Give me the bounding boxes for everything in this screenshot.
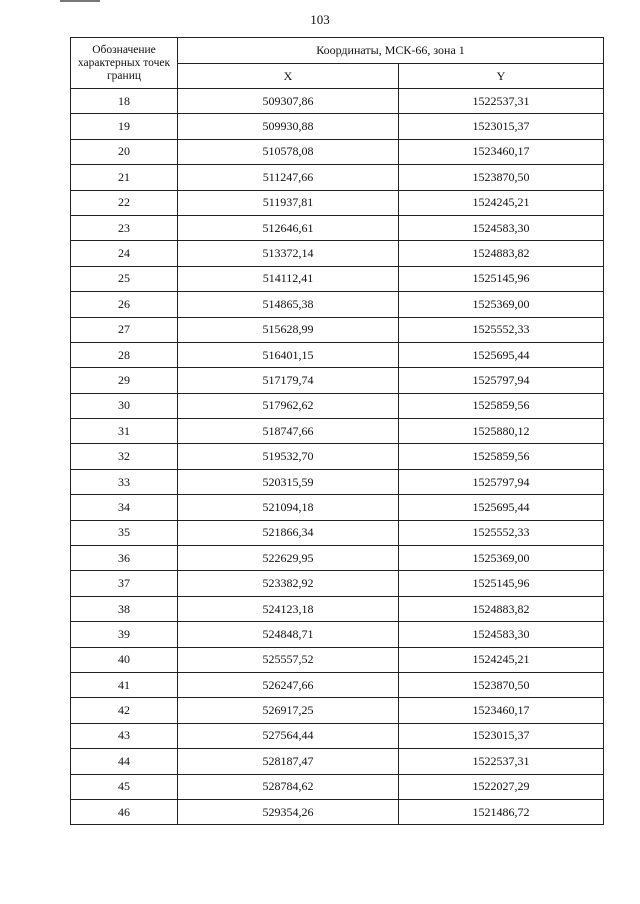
x-coordinate-cell: 521094,18: [178, 495, 399, 520]
table-row: [71, 546, 604, 571]
point-number-cell: 31: [71, 419, 178, 444]
point-number-cell: 23: [71, 215, 178, 240]
table-row: [71, 799, 604, 824]
x-coordinate-cell: 515628,99: [178, 317, 399, 342]
x-coordinate-cell: 514865,38: [178, 292, 399, 317]
point-number-cell: 24: [71, 241, 178, 266]
point-number-cell: 18: [71, 89, 178, 114]
x-coordinate-cell: 512646,61: [178, 215, 399, 240]
point-number-cell: 38: [71, 596, 178, 621]
y-coordinate-cell: 1523015,37: [399, 114, 604, 139]
x-coordinate-cell: 522629,95: [178, 546, 399, 571]
page-number: 103: [310, 12, 330, 27]
point-number-cell: 28: [71, 342, 178, 367]
table-row: [71, 241, 604, 266]
table-row: [71, 495, 604, 520]
x-coordinate-cell: 527564,44: [178, 723, 399, 748]
point-number-cell: 42: [71, 698, 178, 723]
y-coordinate-cell: 1525145,96: [399, 571, 604, 596]
x-coordinate-cell: 523382,92: [178, 571, 399, 596]
y-coordinate-cell: 1525695,44: [399, 342, 604, 367]
point-number-cell: 39: [71, 622, 178, 647]
point-number-cell: 33: [71, 469, 178, 494]
y-coordinate-cell: 1521486,72: [399, 799, 604, 824]
point-number-cell: 29: [71, 368, 178, 393]
table-row: [71, 774, 604, 799]
table-row: [71, 444, 604, 469]
y-coordinate-cell: 1525369,00: [399, 292, 604, 317]
point-number-cell: 25: [71, 266, 178, 291]
point-number-cell: 41: [71, 672, 178, 697]
x-coordinate-cell: 529354,26: [178, 799, 399, 824]
y-coordinate-cell: 1523870,50: [399, 672, 604, 697]
y-coordinate-cell: 1525369,00: [399, 546, 604, 571]
x-coordinate-cell: 517962,62: [178, 393, 399, 418]
point-number-cell: 27: [71, 317, 178, 342]
x-coordinate-cell: 524848,71: [178, 622, 399, 647]
x-coordinate-cell: 521866,34: [178, 520, 399, 545]
point-number-cell: 36: [71, 546, 178, 571]
x-coordinate-cell: 513372,14: [178, 241, 399, 266]
y-coordinate-cell: 1525145,96: [399, 266, 604, 291]
table-row: [71, 647, 604, 672]
y-column-header: Y: [399, 64, 604, 89]
point-number-cell: 19: [71, 114, 178, 139]
y-coordinate-cell: 1524583,30: [399, 215, 604, 240]
point-label-header: Обозначение характерных точек границ: [71, 38, 178, 89]
y-coordinate-cell: 1525880,12: [399, 419, 604, 444]
point-number-cell: 34: [71, 495, 178, 520]
point-number-cell: 30: [71, 393, 178, 418]
table-row: [71, 749, 604, 774]
point-number-cell: 35: [71, 520, 178, 545]
x-coordinate-cell: 524123,18: [178, 596, 399, 621]
y-coordinate-cell: 1525797,94: [399, 368, 604, 393]
table-row: [71, 215, 604, 240]
y-coordinate-cell: 1523460,17: [399, 139, 604, 164]
x-coordinate-cell: 517179,74: [178, 368, 399, 393]
x-coordinate-cell: 528784,62: [178, 774, 399, 799]
x-coordinate-cell: 519532,70: [178, 444, 399, 469]
y-coordinate-cell: 1525695,44: [399, 495, 604, 520]
table-body: [71, 89, 604, 825]
table-row: [71, 317, 604, 342]
x-coordinate-cell: 516401,15: [178, 342, 399, 367]
x-coordinate-cell: 528187,47: [178, 749, 399, 774]
y-coordinate-cell: 1523870,50: [399, 165, 604, 190]
table-row: [71, 342, 604, 367]
table-row: [71, 165, 604, 190]
y-coordinate-cell: 1525552,33: [399, 317, 604, 342]
x-coordinate-cell: 514112,41: [178, 266, 399, 291]
point-number-cell: 45: [71, 774, 178, 799]
y-coordinate-cell: 1524883,82: [399, 596, 604, 621]
x-coordinate-cell: 526247,66: [178, 672, 399, 697]
table-row: [71, 292, 604, 317]
y-coordinate-cell: 1522027,29: [399, 774, 604, 799]
point-number-cell: 37: [71, 571, 178, 596]
x-coordinate-cell: 509307,86: [178, 89, 399, 114]
point-number-cell: 46: [71, 799, 178, 824]
x-coordinate-cell: 511247,66: [178, 165, 399, 190]
point-number-cell: 21: [71, 165, 178, 190]
y-coordinate-cell: 1525859,56: [399, 393, 604, 418]
x-column-header: X: [178, 64, 399, 89]
table-row: [71, 571, 604, 596]
y-coordinate-cell: 1524883,82: [399, 241, 604, 266]
table-row: [71, 393, 604, 418]
table-row: [71, 469, 604, 494]
y-coordinate-cell: 1524245,21: [399, 190, 604, 215]
x-coordinate-cell: 510578,08: [178, 139, 399, 164]
y-coordinate-cell: 1523015,37: [399, 723, 604, 748]
table-row: [71, 723, 604, 748]
x-coordinate-cell: 509930,88: [178, 114, 399, 139]
top-edge-mark: [60, 0, 100, 2]
y-coordinate-cell: 1522537,31: [399, 749, 604, 774]
point-number-cell: 44: [71, 749, 178, 774]
x-coordinate-cell: 518747,66: [178, 419, 399, 444]
point-number-cell: 43: [71, 723, 178, 748]
table-row: [71, 672, 604, 697]
table-row: [71, 622, 604, 647]
table-row: [71, 266, 604, 291]
x-coordinate-cell: 526917,25: [178, 698, 399, 723]
point-number-cell: 22: [71, 190, 178, 215]
y-coordinate-cell: 1524245,21: [399, 647, 604, 672]
coordinates-table: [70, 37, 604, 825]
point-number-cell: 40: [71, 647, 178, 672]
table-row: [71, 520, 604, 545]
y-coordinate-cell: 1524583,30: [399, 622, 604, 647]
table-row: [71, 89, 604, 114]
coordinates-group-header: Координаты, МСК-66, зона 1: [178, 38, 604, 64]
y-coordinate-cell: 1525552,33: [399, 520, 604, 545]
x-coordinate-cell: 511937,81: [178, 190, 399, 215]
point-number-cell: 20: [71, 139, 178, 164]
table-row: [71, 368, 604, 393]
table-row: [71, 190, 604, 215]
table-row: [71, 139, 604, 164]
x-coordinate-cell: 520315,59: [178, 469, 399, 494]
point-number-cell: 32: [71, 444, 178, 469]
table-row: [71, 114, 604, 139]
y-coordinate-cell: 1523460,17: [399, 698, 604, 723]
y-coordinate-cell: 1525859,56: [399, 444, 604, 469]
y-coordinate-cell: 1525797,94: [399, 469, 604, 494]
table-row: [71, 419, 604, 444]
table-header: [71, 38, 604, 89]
x-coordinate-cell: 525557,52: [178, 647, 399, 672]
table-row: [71, 596, 604, 621]
table-row: [71, 698, 604, 723]
y-coordinate-cell: 1522537,31: [399, 89, 604, 114]
point-number-cell: 26: [71, 292, 178, 317]
